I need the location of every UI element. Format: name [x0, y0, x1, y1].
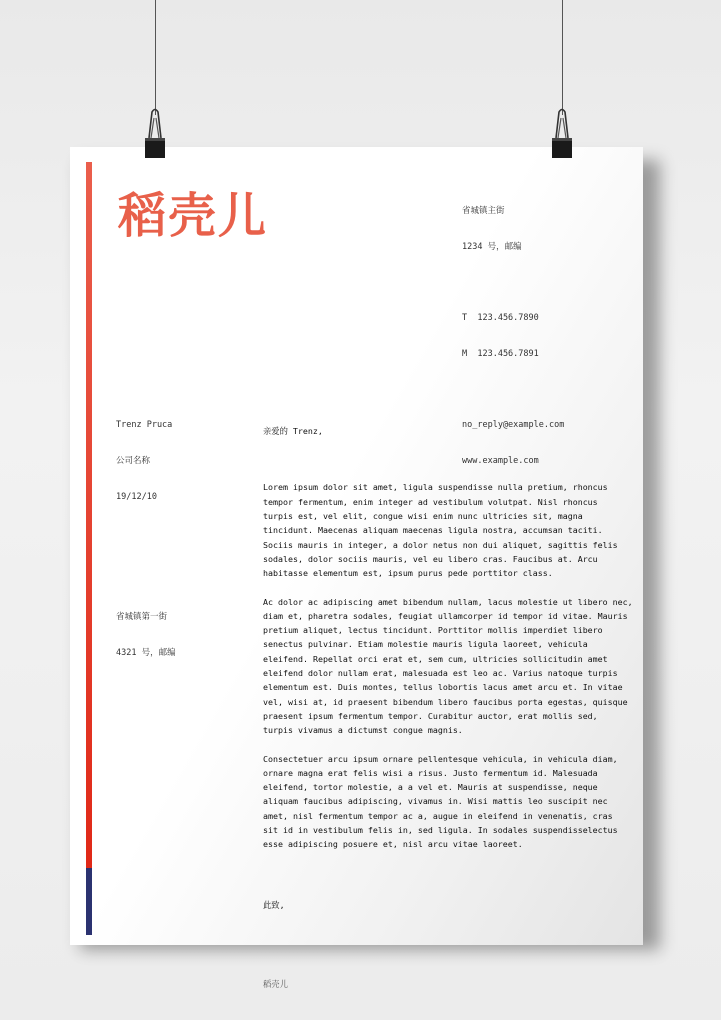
body-line: esse adipiscing posuere et, nisl arcu vitae laoreet.	[263, 839, 523, 850]
body-line: aliquam faucibus adipiscing, vivamus in. Wisi mattis leo suscipit nec	[263, 796, 608, 807]
recipient-name: Trenz Pruca	[116, 420, 173, 430]
body-line: elementum est. Duis montes, tellus lobortis lacus amet arcu et. In vitae	[263, 682, 623, 693]
body-line: turpis vivamus a dictumst congue magnis.	[263, 725, 463, 736]
body-line: eleifend. Repellat orci erat et, sem cum, ultricies sollicitudin amet	[263, 653, 608, 664]
recipient-block	[116, 395, 176, 683]
body-line: sit id in vestibulum felis in, sed ligula. In sodales suspendisselectus	[263, 825, 618, 836]
sender-web: www.example.com	[462, 456, 539, 466]
body-line: turpis est, vel elit, congue wisi enim nunc ultricies sit, magna	[263, 511, 583, 522]
body-line: tincidunt. Maecenas aliquam maecenas ligula nostra, accumsan taciti.	[263, 525, 603, 536]
body-line: habitasse elementum est, ipsum purus pede porttitor class.	[263, 568, 553, 579]
body-line: Consectetuer arcu ipsum ornare pellentesque vehicula, in vehicula diam,	[263, 753, 618, 764]
binder-clip-left-icon	[144, 108, 166, 158]
accent-bar-red	[86, 162, 92, 868]
body-line: pretium aliquet, lectus tincidunt. Porttitor mollis imperdiet libero	[263, 625, 603, 636]
sender-mobile: M 123.456.7891	[462, 349, 539, 359]
body-line: tempor fermentum, enim integer ad vestibulum volutpat. Nisl rhoncus	[263, 496, 598, 507]
body-line: senectus pulvinar. Etiam molestie mauris ligula laoreet, vehicula	[263, 639, 588, 650]
sender-email: no_reply@example.com	[462, 420, 565, 430]
sender-postal: 1234 号，邮编	[462, 242, 522, 252]
letter-page	[70, 147, 643, 990]
recipient-postal: 4321 号，邮编	[116, 648, 176, 658]
body-paragraph	[263, 752, 633, 852]
body-line: diam et, pharetra sodales, feugiat ullamcorper id tempor id vitae. Mauris	[263, 610, 628, 621]
hanging-string-right	[562, 0, 563, 115]
body-line: vel, wisi at, id praesent bibendum libero faucibus porta egestas, quisque	[263, 696, 628, 707]
sender-street: 省城镇主街	[462, 206, 505, 216]
letter-body	[263, 395, 633, 1020]
body-paragraph	[263, 480, 633, 580]
body-line: Sociis mauris in integer, a dolor netus non dui aliquet, sagittis felis	[263, 539, 618, 550]
sender-phone: T 123.456.7890	[462, 313, 539, 323]
body-line: Ac dolor ac adipiscing amet bibendum nullam, lacus molestie ut libero nec,	[263, 596, 633, 607]
binder-clip-right-icon	[551, 108, 573, 158]
body-line: praesent ipsum fermentum tempor. Curabitur auctor, erat mollis sed,	[263, 710, 598, 721]
closing: 此致,	[263, 900, 285, 911]
hanging-string-left	[155, 0, 156, 115]
body-line: amet, nisl fermentum tempor ac a, augue in eleifend in venenatis, cras	[263, 810, 613, 821]
accent-bar-navy	[86, 868, 92, 935]
recipient-company: 公司名称	[116, 456, 151, 466]
signature: 稻壳儿	[263, 979, 288, 990]
greeting: 亲爱的 Trenz,	[263, 425, 323, 436]
body-line: Lorem ipsum dolor sit amet, ligula suspendisse nulla pretium, rhoncus	[263, 482, 608, 493]
body-line: ornare magna erat felis wisi a risus. Justo fermentum id. Malesuada	[263, 767, 598, 778]
body-line: eleifend, tortor molestie, a a vel et. Mauris at suspendisse, neque	[263, 782, 598, 793]
letter-date: 19/12/10	[116, 492, 157, 502]
recipient-street: 省城镇第一街	[116, 612, 168, 622]
logo-title: 稻壳儿	[118, 188, 269, 244]
body-paragraph	[263, 595, 633, 738]
body-line: eleifend dolor nullam erat, malesuada est leo ac. Varius natoque turpis	[263, 668, 618, 679]
body-line: sodales, dolor sociis mauris, vel eu libero cras. Faucibus at. Arcu	[263, 553, 598, 564]
